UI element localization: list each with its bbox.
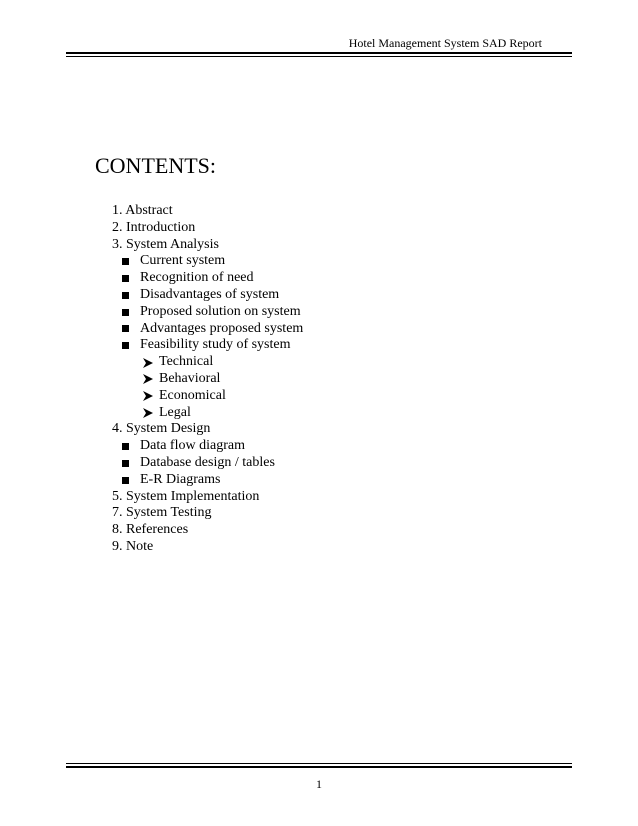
toc-item	[112, 539, 303, 556]
toc-item-label: 8. References	[112, 522, 189, 538]
toc-item	[112, 505, 303, 522]
square-bullet-icon	[122, 275, 129, 282]
arrow-bullet-icon	[142, 357, 154, 369]
toc-item	[112, 337, 303, 354]
toc-item	[112, 253, 303, 270]
toc-item-label: Economical	[159, 387, 226, 403]
arrow-bullet-icon	[142, 390, 154, 402]
square-bullet-icon	[122, 325, 129, 332]
toc-item	[112, 354, 303, 371]
table-of-contents	[112, 203, 303, 556]
toc-item-label: Technical	[159, 354, 214, 370]
footer-rule-thick	[66, 766, 572, 768]
toc-item-label: Legal	[159, 404, 191, 420]
toc-item	[112, 321, 303, 338]
toc-item-label: Database design / tables	[140, 454, 275, 470]
arrow-bullet-icon	[142, 407, 154, 419]
square-bullet-icon	[122, 342, 129, 349]
toc-item	[112, 388, 303, 405]
toc-item	[112, 203, 303, 220]
square-bullet-icon	[122, 292, 129, 299]
header-rule-thin	[66, 56, 572, 57]
toc-item	[112, 287, 303, 304]
toc-item-label: 2. Introduction	[112, 219, 196, 235]
toc-item-label: Data flow diagram	[140, 438, 245, 454]
toc-item-label: 7. System Testing	[112, 505, 212, 521]
contents-heading: CONTENTS:	[95, 153, 216, 178]
footer-rule-thin	[66, 763, 572, 764]
square-bullet-icon	[122, 258, 129, 265]
toc-item	[112, 438, 303, 455]
toc-item	[112, 237, 303, 254]
toc-item-label: E-R Diagrams	[140, 471, 221, 487]
square-bullet-icon	[122, 309, 129, 316]
toc-item-label: 5. System Implementation	[112, 488, 260, 504]
square-bullet-icon	[122, 477, 129, 484]
toc-item	[112, 270, 303, 287]
toc-item-label: Feasibility study of system	[140, 337, 291, 353]
toc-item-label: Recognition of need	[140, 270, 254, 286]
toc-item	[112, 304, 303, 321]
toc-item	[112, 489, 303, 506]
toc-item	[112, 472, 303, 489]
toc-item-label: 1. Abstract	[112, 203, 173, 218]
toc-item	[112, 371, 303, 388]
toc-item	[112, 455, 303, 472]
toc-item-label: Behavioral	[159, 370, 221, 386]
page-number: 1	[316, 777, 322, 791]
toc-item	[112, 405, 303, 422]
toc-item	[112, 421, 303, 438]
toc-item-label: 3. System Analysis	[112, 236, 219, 252]
square-bullet-icon	[122, 460, 129, 467]
toc-item-label: 9. Note	[112, 538, 154, 554]
square-bullet-icon	[122, 443, 129, 450]
toc-item	[112, 220, 303, 237]
running-header-title: Hotel Management System SAD Report	[348, 36, 542, 50]
toc-item-label: Disadvantages of system	[140, 286, 280, 302]
toc-item-label: 4. System Design	[112, 421, 211, 437]
toc-item	[112, 522, 303, 539]
toc-item-label: Advantages proposed system	[140, 320, 304, 336]
toc-item-label: Current system	[140, 253, 226, 269]
header-rule-thick	[66, 52, 572, 54]
toc-item-label: Proposed solution on system	[140, 303, 301, 319]
arrow-bullet-icon	[142, 373, 154, 385]
